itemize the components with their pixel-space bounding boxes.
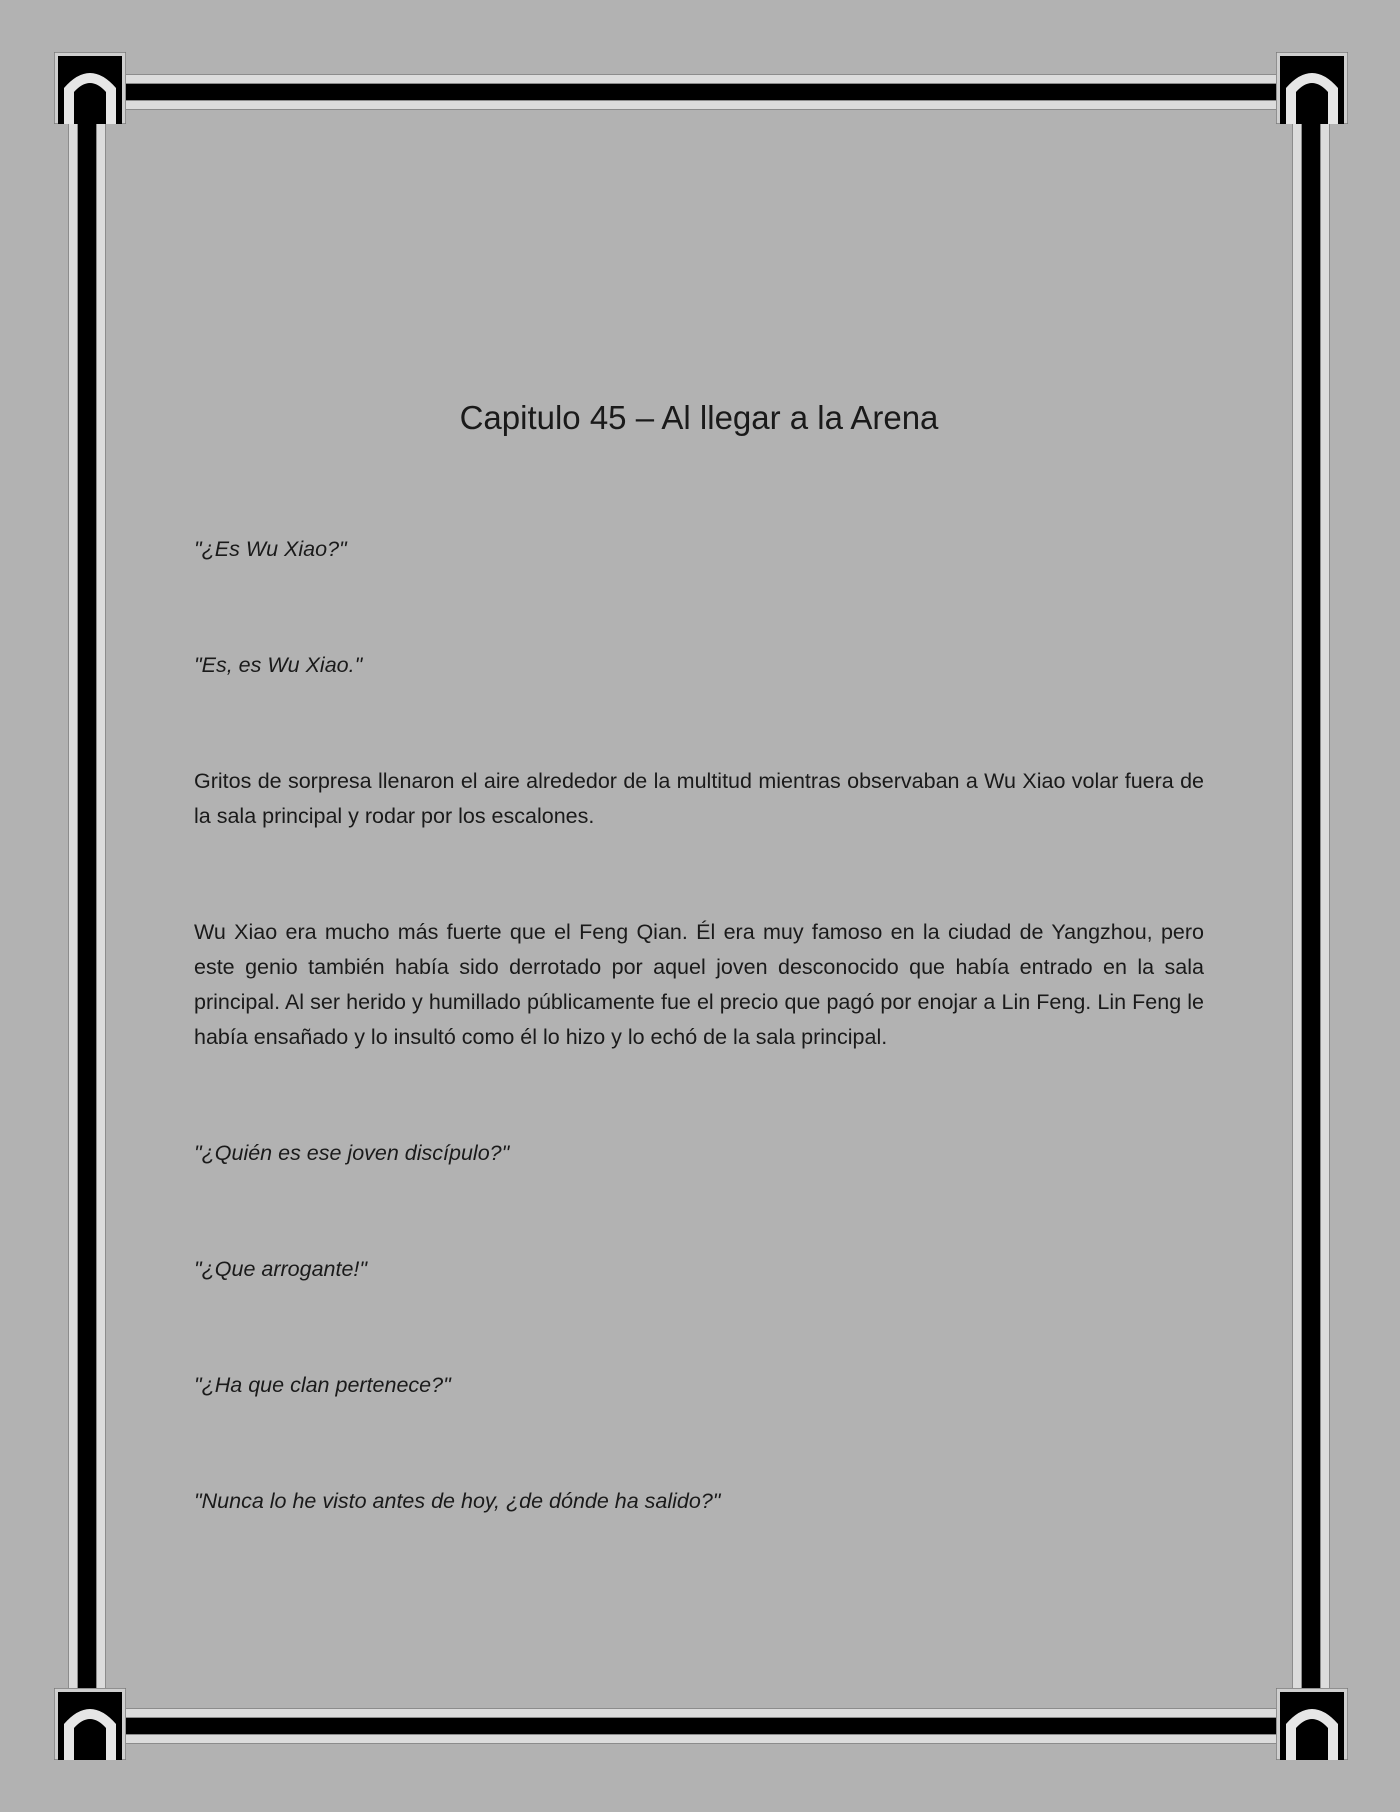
corner-arch-icon — [1276, 52, 1348, 124]
chapter-title: Capitulo 45 – Al llegar a la Arena — [459, 399, 939, 436]
border-left — [68, 118, 112, 1694]
narrative-paragraph: Gritos de sorpresa llenaron el aire alrededor de la multitud mientras observaban a Wu Xiao volar fuera de la sala principal y rodar por los escalones. — [194, 769, 1204, 828]
dialogue-line: "¿Quién es ese joven discípulo?" — [194, 1141, 510, 1165]
dialogue-line: "¿Ha que clan pertenece?" — [194, 1373, 451, 1397]
border-top — [118, 74, 1282, 118]
corner-arch-icon — [1276, 1688, 1348, 1760]
dialogue-line: "Es, es Wu Xiao." — [194, 653, 363, 677]
border-bottom — [118, 1708, 1282, 1752]
border-right — [1292, 118, 1336, 1694]
corner-arch-icon — [54, 1688, 126, 1760]
corner-arch-icon — [54, 52, 126, 124]
dialogue-line: "¿Es Wu Xiao?" — [194, 537, 347, 561]
dialogue-line: "¿Que arrogante!" — [194, 1257, 368, 1281]
document-page — [194, 390, 1204, 1600]
narrative-paragraph: Wu Xiao era mucho más fuerte que el Feng Qian. Él era muy famoso en la ciudad de Yangzhou, pero este genio también había sido derrotado por aquel joven desconocido que había entrado en la sala principal. Al ser herido y humillado públicamente fue el precio que pagó por enojar a Lin Feng. Lin Feng le había ensañado y lo insultó como él lo hizo y lo echó de la sala principal. — [194, 920, 1204, 1049]
dialogue-line: "Nunca lo he visto antes de hoy, ¿de dónde ha salido?" — [194, 1489, 721, 1513]
